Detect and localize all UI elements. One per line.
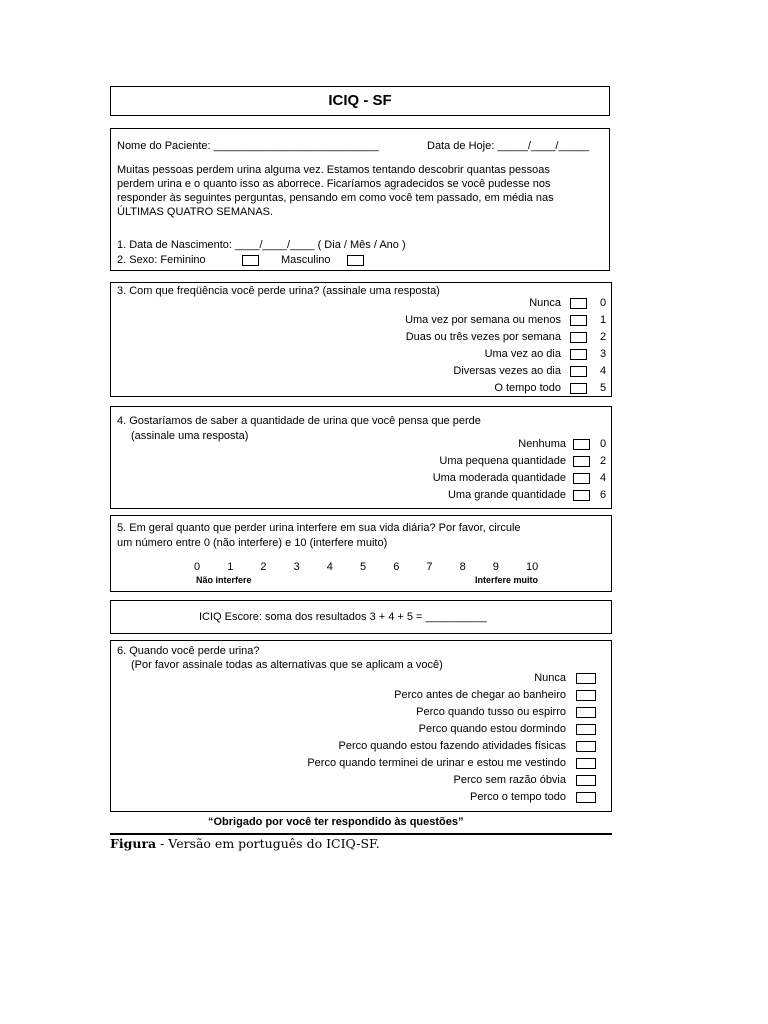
scale-number[interactable]: 6 <box>393 561 400 573</box>
scale-number[interactable]: 8 <box>459 561 466 573</box>
q3-option-label: Diversas vezes ao dia <box>453 365 561 377</box>
scale-number[interactable]: 10 <box>526 561 539 573</box>
q4-option-score: 2 <box>600 455 607 467</box>
q4-option-score: 0 <box>600 438 607 450</box>
sex-label: 2. Sexo: Feminino <box>117 254 206 266</box>
q6-option-checkbox[interactable] <box>576 724 596 735</box>
scale-left-label: Não interfere <box>196 575 252 585</box>
q4-option-label: Nenhuma <box>518 438 566 450</box>
intro-line-3: responder às seguintes perguntas, pensando em como você tem passado, em média nas <box>117 192 554 204</box>
question-5-text-line-1: 5. Em geral quanto que perder urina interfere em sua vida diária? Por favor, circule <box>117 522 521 534</box>
intro-line-2: perdem urina e o quanto isso as aborrece. Ficaríamos agradecidos se você pudesse nos <box>117 178 551 190</box>
question-6-section <box>110 640 612 812</box>
intro-line-4: ÚLTIMAS QUATRO SEMANAS. <box>117 206 274 218</box>
question-4-section <box>110 406 612 509</box>
q4-option-label: Uma grande quantidade <box>447 489 566 501</box>
q6-option-checkbox[interactable] <box>576 741 596 752</box>
q3-option-checkbox[interactable] <box>570 349 587 360</box>
question-4-text-line-2: (assinale uma resposta) <box>131 430 249 442</box>
patient-name-field[interactable]: Nome do Paciente: ___________________________ <box>117 140 379 152</box>
scale-number[interactable]: 7 <box>426 561 433 573</box>
q3-option-score: 0 <box>600 297 607 309</box>
q6-option-label: Perco sem razão óbvia <box>453 774 566 786</box>
scale-number[interactable]: 4 <box>326 561 333 573</box>
male-checkbox[interactable] <box>347 255 364 266</box>
q4-option-checkbox[interactable] <box>573 473 590 484</box>
patient-info-section <box>110 128 610 271</box>
q6-option-label: Perco quando terminei de urinar e estou me vestindo <box>307 757 566 769</box>
q3-option-checkbox[interactable] <box>570 366 587 377</box>
caption-divider <box>110 833 612 835</box>
q3-option-score: 1 <box>600 314 607 326</box>
question-4-text-line-1: 4. Gostaríamos de saber a quantidade de urina que você pensa que perde <box>117 415 481 427</box>
q6-option-label: Perco quando estou fazendo atividades físicas <box>338 740 566 752</box>
caption-label: Figura <box>110 836 157 851</box>
q3-option-label: Uma vez por semana ou menos <box>405 314 561 326</box>
score-line: ICIQ Escore: soma dos resultados 3 + 4 + 5 = __________ <box>199 611 487 623</box>
q4-option-checkbox[interactable] <box>573 439 590 450</box>
q4-option-score: 6 <box>600 489 607 501</box>
q4-option-checkbox[interactable] <box>573 456 590 467</box>
q4-option-score: 4 <box>600 472 607 484</box>
q3-option-checkbox[interactable] <box>570 332 587 343</box>
q6-option-label: Perco quando tusso ou espirro <box>416 706 566 718</box>
q6-option-label: Perco antes de chegar ao banheiro <box>394 689 566 701</box>
q3-option-label: O tempo todo <box>494 382 561 394</box>
q6-option-label: Nunca <box>534 672 566 684</box>
q6-option-label: Perco quando estou dormindo <box>418 723 566 735</box>
q6-option-label: Perco o tempo todo <box>469 791 566 803</box>
q3-option-score: 2 <box>600 331 607 343</box>
scale-right-label: Interfere muito <box>475 575 539 585</box>
q6-option-checkbox[interactable] <box>576 775 596 786</box>
q6-option-checkbox[interactable] <box>576 690 596 701</box>
q3-option-label: Duas ou três vezes por semana <box>405 331 561 343</box>
caption-text: - Versão em português do ICIQ-SF. <box>156 836 380 851</box>
form-title: ICIQ - SF <box>328 92 392 109</box>
scale-number[interactable]: 3 <box>293 561 300 573</box>
question-3-text: 3. Com que freqüência você perde urina? (assinale uma resposta) <box>117 285 440 297</box>
q3-option-score: 5 <box>600 382 607 394</box>
q6-option-checkbox[interactable] <box>576 758 596 769</box>
q4-option-label: Uma pequena quantidade <box>439 455 566 467</box>
birth-date-field[interactable]: 1. Data de Nascimento: ____/____/____ ( Dia / Mês / Ano ) <box>117 239 406 251</box>
q3-option-score: 3 <box>600 348 607 360</box>
q6-option-checkbox[interactable] <box>576 707 596 718</box>
q3-option-checkbox[interactable] <box>570 383 587 394</box>
male-label: Masculino <box>281 254 331 266</box>
scale-number[interactable]: 2 <box>260 561 267 573</box>
question-3-section <box>110 282 612 397</box>
q3-option-checkbox[interactable] <box>570 315 587 326</box>
scale-number[interactable]: 1 <box>227 561 234 573</box>
title-box <box>110 86 610 116</box>
q3-option-label: Nunca <box>529 297 561 309</box>
question-6-text-line-2: (Por favor assinale todas as alternativas que se aplicam a você) <box>131 659 443 671</box>
scale-number[interactable]: 9 <box>492 561 499 573</box>
question-5-text-line-2: um número entre 0 (não interfere) e 10 (interfere muito) <box>117 537 388 549</box>
scale-number[interactable]: 5 <box>360 561 367 573</box>
q4-option-label: Uma moderada quantidade <box>432 472 566 484</box>
figure-caption <box>110 836 380 851</box>
q6-option-checkbox[interactable] <box>576 673 596 684</box>
q3-option-label: Uma vez ao dia <box>484 348 561 360</box>
date-today-field[interactable]: Data de Hoje: _____/____/_____ <box>427 140 590 152</box>
q3-option-checkbox[interactable] <box>570 298 587 309</box>
score-section <box>110 600 612 634</box>
thank-you-text: “Obrigado por você ter respondido às questões” <box>208 816 464 828</box>
q6-option-checkbox[interactable] <box>576 792 596 803</box>
question-5-section <box>110 515 612 592</box>
q4-option-checkbox[interactable] <box>573 490 590 501</box>
intro-line-1: Muitas pessoas perdem urina alguma vez. Estamos tentando descobrir quantas pessoas <box>117 164 550 176</box>
female-checkbox[interactable] <box>242 255 259 266</box>
q3-option-score: 4 <box>600 365 607 377</box>
scale-number[interactable]: 0 <box>194 561 201 573</box>
question-6-text-line-1: 6. Quando você perde urina? <box>117 645 260 657</box>
